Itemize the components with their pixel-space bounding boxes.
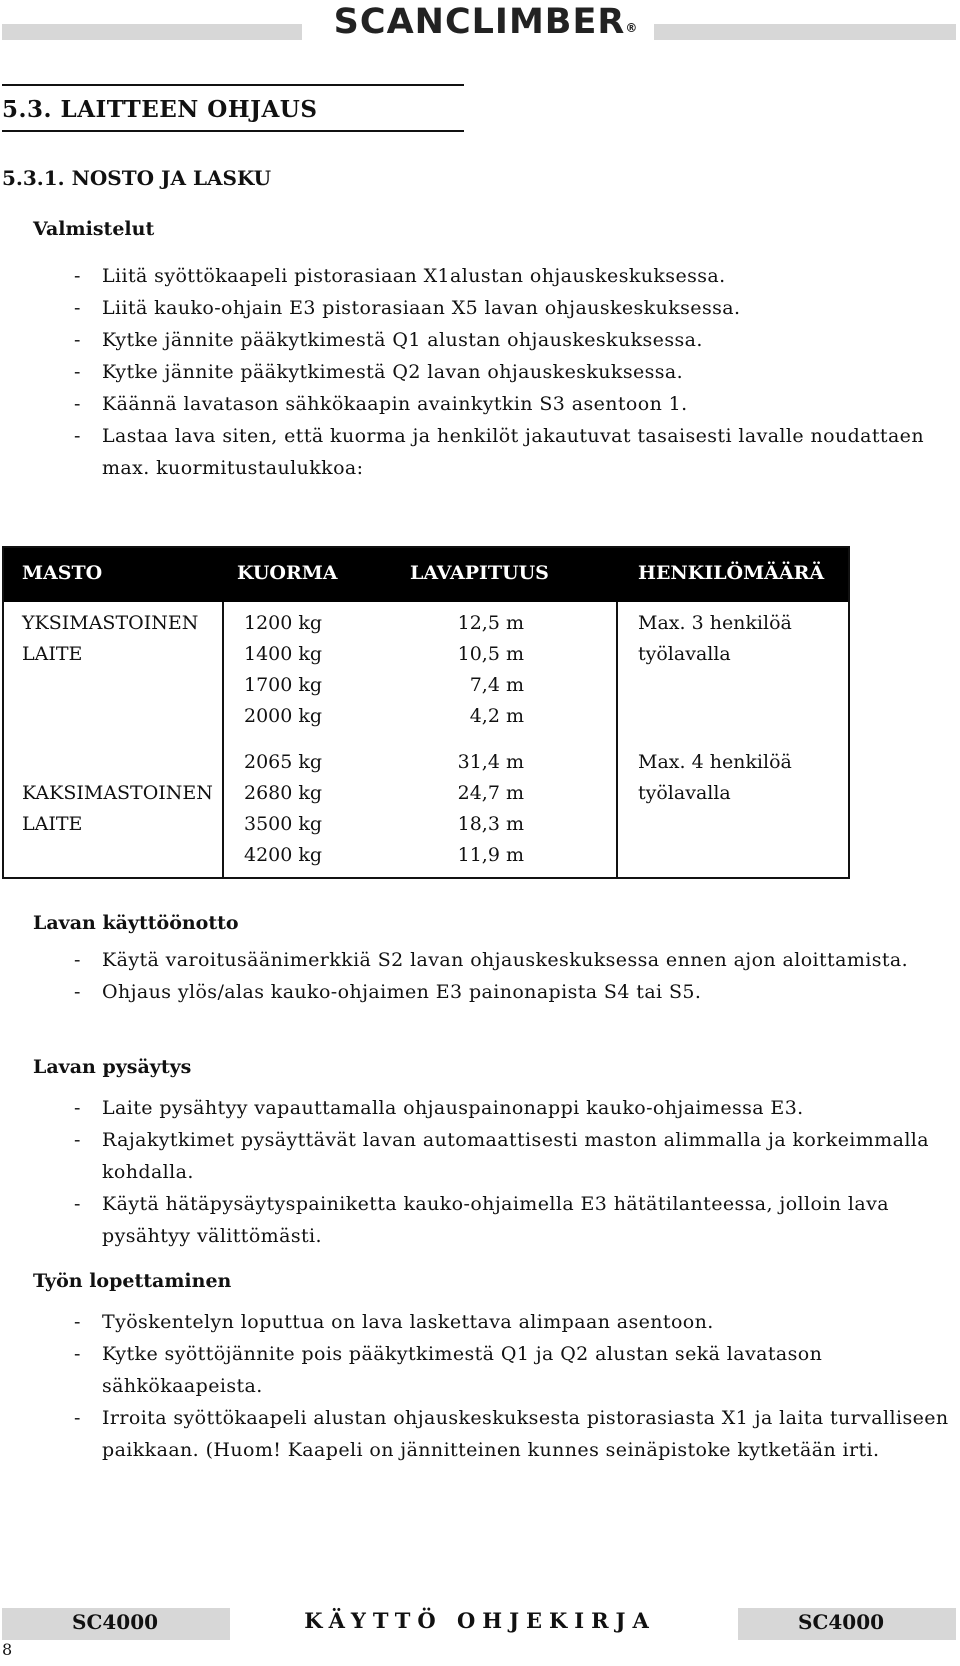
col-header-henkilomaara: HENKILÖMÄÄRÄ	[638, 562, 825, 584]
list-item: - Käännä lavatason sähkökaapin avainkytkin S3 asentoon 1.	[74, 393, 688, 415]
lopettaminen-heading: Työn lopettaminen	[33, 1270, 232, 1292]
list-item: - Kytke jännite pääkytkimestä Q1 alustan ohjauskeskuksessa.	[74, 329, 703, 351]
title-rule-top	[2, 84, 464, 86]
lavapituus-cell: 12,5 m 10,5 m 7,4 m 4,2 m	[457, 612, 524, 727]
masto-cell: YKSIMASTOINEN LAITE	[22, 612, 199, 665]
scanclimber-logo: SCANCLIMBER®	[333, 2, 639, 42]
list-item: - Liitä kauko-ohjain E3 pistorasiaan X5 lavan ohjauskeskuksessa.	[74, 297, 741, 319]
header-bar-left	[2, 24, 302, 40]
list-item: - Kytke syöttöjännite pois pääkytkimestä Q1 ja Q2 alustan sekä lavatason sähkökaapeista.	[74, 1343, 823, 1397]
col-header-masto: MASTO	[22, 562, 103, 584]
page-number: 8	[2, 1640, 13, 1659]
valmistelut-list	[74, 260, 954, 484]
henkilomaara-cell: Max. 3 henkilöä työlavalla	[638, 612, 792, 665]
lavapituus-cell: 31,4 m 24,7 m 18,3 m 11,9 m	[457, 751, 524, 866]
list-item: - Lastaa lava siten, että kuorma ja henkilöt jakautuvat tasaisesti lavalle noudattaen max. kuormitustaulukkoa:	[74, 425, 924, 479]
col-header-lavapituus: LAVAPITUUS	[410, 562, 549, 584]
section-title: 5.3. LAITTEEN OHJAUS	[2, 96, 318, 123]
load-table	[2, 546, 850, 879]
title-rule-bottom	[2, 130, 464, 132]
masto-cell: KAKSIMASTOINEN LAITE	[22, 782, 213, 835]
footer-model-left: SC4000	[72, 1610, 159, 1634]
list-item: - Liitä syöttökaapeli pistorasiaan X1alustan ohjauskeskuksessa.	[74, 265, 726, 287]
henkilomaara-cell: Max. 4 henkilöä työlavalla	[638, 751, 792, 804]
list-item: - Työskentelyn loputtua on lava laskettava alimpaan asentoon.	[74, 1311, 714, 1333]
valmistelut-heading: Valmistelut	[33, 218, 155, 240]
footer-manual-title: KÄYTTÖ OHJEKIRJA	[304, 1608, 656, 1633]
pysaytys-list	[74, 1092, 954, 1252]
kayttoonotto-heading: Lavan käyttöönotto	[33, 912, 239, 934]
footer-model-right: SC4000	[798, 1610, 885, 1634]
list-item: - Käytä varoitusäänimerkkiä S2 lavan ohjauskeskuksessa ennen ajon aloittamista.	[74, 949, 909, 971]
subsection-title: 5.3.1. NOSTO JA LASKU	[2, 166, 272, 190]
list-item: - Ohjaus ylös/alas kauko-ohjaimen E3 painonapista S4 tai S5.	[74, 981, 702, 1003]
list-item: - Rajakytkimet pysäyttävät lavan automaattisesti maston alimmalla ja korkeimmalla kohdalla.	[74, 1129, 930, 1183]
list-item: - Kytke jännite pääkytkimestä Q2 lavan ohjauskeskuksessa.	[74, 361, 684, 383]
lopettaminen-list	[74, 1306, 954, 1466]
list-item: - Käytä hätäpysäytyspainiketta kauko-ohjaimella E3 hätätilanteessa, jolloin lava pysähtyy välittömästi.	[74, 1193, 889, 1247]
col-divider	[222, 602, 224, 877]
list-item: - Irroita syöttökaapeli alustan ohjauskeskuksesta pistorasiasta X1 ja laita turvalliseen paikkaan. (Huom! Kaapeli on jännitteinen kunnes seinäpistoke kytketään irti.	[74, 1407, 949, 1461]
pysaytys-heading: Lavan pysäytys	[33, 1056, 192, 1078]
header-bar-right	[654, 24, 956, 40]
list-item: - Laite pysähtyy vapauttamalla ohjauspainonappi kauko-ohjaimessa E3.	[74, 1097, 804, 1119]
kuorma-cell: 2065 kg 2680 kg 3500 kg 4200 kg	[244, 751, 323, 866]
col-header-kuorma: KUORMA	[237, 562, 338, 584]
kayttoonotto-list	[74, 944, 954, 1008]
table-header	[4, 548, 848, 602]
kuorma-cell: 1200 kg 1400 kg 1700 kg 2000 kg	[244, 612, 323, 727]
col-divider	[616, 602, 618, 877]
